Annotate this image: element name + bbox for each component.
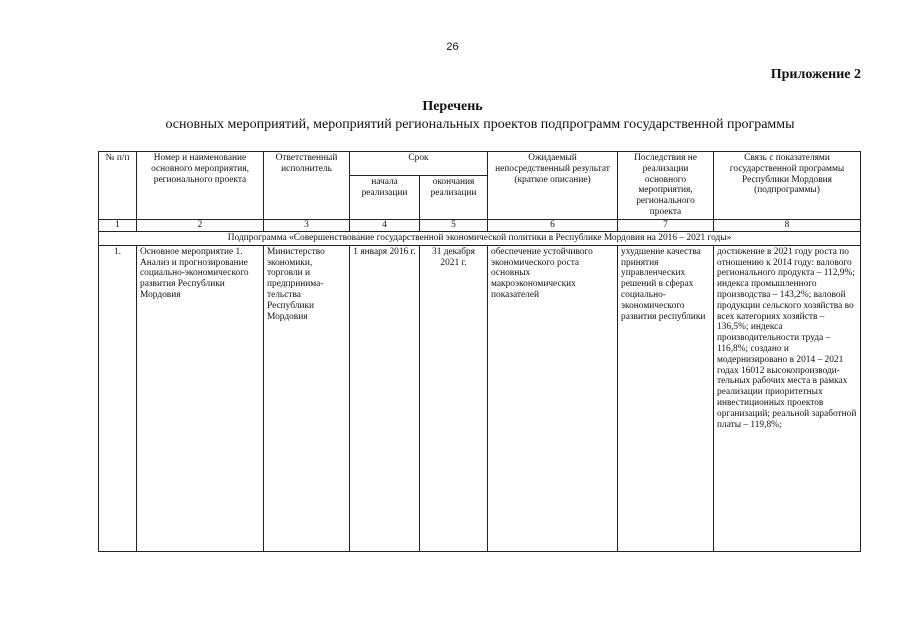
subprogram-row [99,231,861,245]
row-link: достижение в 2021 году роста по отношению к 2014 году: валового регионального продукта – 112,9%; индекса промышленного производства – 143,2%; валовой продукции сельского хозяйства во всех категориях хозяйств – 136,5%; индекса производительности труда – 116,8%; создано и модернизировано в 2014 – 2021 годах 16012 высокопроизводи-тельных рабочих места в рамках реализации приоритетных инвестиционных проектов организаций; реальной заработной платы – 119,8%; [714,245,861,551]
column-number: 6 [488,219,618,231]
row-consequences: ухудшение качества принятия управленческих решений в сферах социально-экономического развития республики [618,245,714,551]
header-row [99,152,861,176]
header-expected: Ожидаемый непосредственный результат (краткое описание) [488,152,618,220]
column-number: 8 [714,219,861,231]
column-number: 1 [99,219,137,231]
column-number-row [99,219,861,231]
header-start: начала реализации [350,176,420,219]
appendix-label: Приложение 2 [770,67,861,82]
subprogram-title: Подпрограмма «Совершенствование государственной экономической политики в Республике Мордовия на 2016 – 2021 годы» [99,231,861,245]
row-responsible: Министерство экономики, торговли и предпринима-тельства Республики Мордовия [264,245,350,551]
header-consequences: Последствия не реализации основного мероприятия, регионального проекта [618,152,714,220]
table-row [99,245,861,551]
document-title: Перечень [422,99,483,114]
header-responsible: Ответственный исполнитель [264,152,350,220]
page-number: 26 [446,41,459,53]
row-start: 1 января 2016 г. [350,245,420,551]
row-num: 1. [99,245,137,551]
row-end: 31 декабря 2021 г. [420,245,488,551]
document-subtitle: основных мероприятий, мероприятий региональных проектов подпрограмм государственной программы [165,117,795,132]
row-name: Основное мероприятие 1. Анализ и прогнозирование социально-экономического развития Республики Мордовия [137,245,264,551]
header-link: Связь с показателями государственной программы Республики Мордовия (подпрограммы) [714,152,861,220]
header-num: № п/п [99,152,137,220]
column-number: 4 [350,219,420,231]
column-number: 3 [264,219,350,231]
column-number: 2 [137,219,264,231]
measures-table [98,151,861,552]
column-number: 7 [618,219,714,231]
row-expected: обеспечение устойчивого экономического роста основных макроэкономических показателей [488,245,618,551]
column-number: 5 [420,219,488,231]
header-term: Срок [350,152,488,176]
header-end: окончания реализации [420,176,488,219]
header-name: Номер и наименование основного мероприятия, регионального проекта [137,152,264,220]
